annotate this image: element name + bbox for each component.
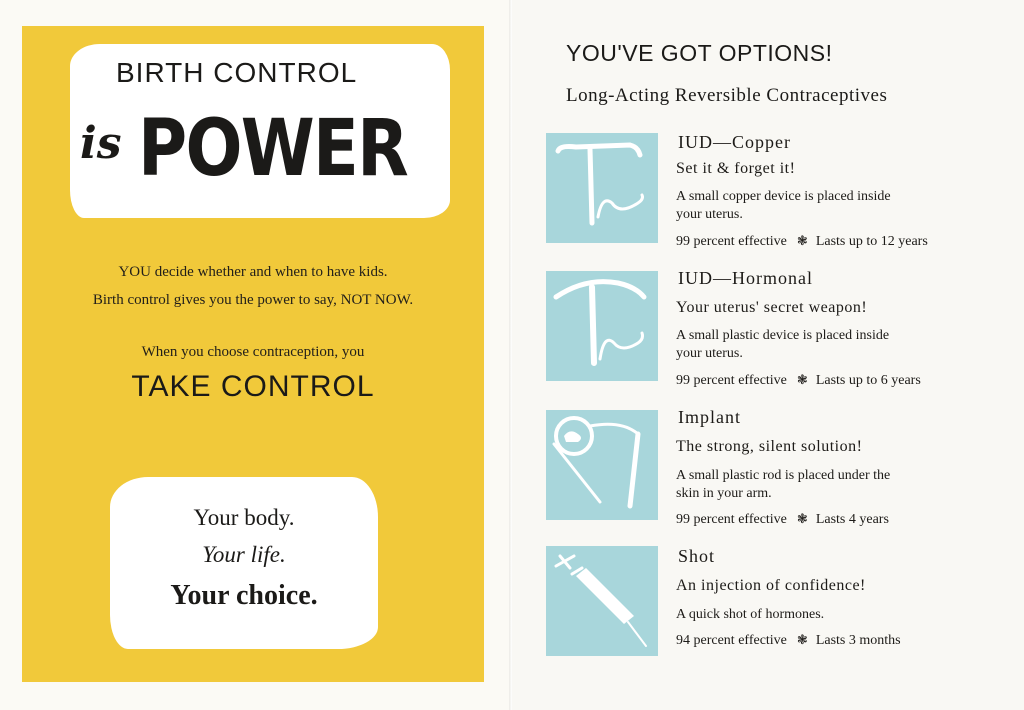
body-line-1: YOU decide whether and when to have kids. (118, 264, 388, 280)
implant-icon (546, 410, 658, 520)
hormonal-iud-icon (546, 271, 658, 381)
asterisk-icon: ❃ (796, 511, 808, 526)
syringe-icon (546, 546, 658, 656)
item-stats (676, 233, 928, 250)
card-line-life: Your life. (202, 542, 286, 567)
item-tagline: Your uterus' secret weapon! (676, 299, 868, 316)
item-tagline: Set it & forget it! (676, 160, 796, 177)
item-description: A small plastic rod is placed under the skin in your arm. (676, 468, 891, 501)
take-control-heading: TAKE CONTROL (131, 370, 375, 403)
body-line-2: Birth control gives you the power to say, NOT NOW. (92, 292, 414, 308)
item-description: A small plastic device is placed inside your uterus. (676, 328, 890, 361)
item-description: A small copper device is placed inside your uterus. (676, 189, 891, 222)
body-line-3: When you choose contraception, you (141, 344, 365, 360)
item-title: IUD—Hormonal (678, 268, 813, 288)
card-line-choice: Your choice. (170, 580, 318, 611)
copper-iud-icon (546, 133, 658, 243)
item-title: Shot (678, 546, 716, 566)
item-stats (676, 372, 921, 389)
duration-text: Lasts up to 6 years (815, 373, 921, 388)
item-title: IUD—Copper (678, 132, 791, 152)
asterisk-icon: ❃ (796, 372, 808, 387)
effectiveness-text: 94 percent effective (676, 633, 787, 648)
title-power: POWER (138, 104, 408, 194)
title-is: is (80, 118, 122, 169)
effectiveness-text: 99 percent effective (676, 234, 787, 249)
duration-text: Lasts 4 years (815, 512, 889, 527)
effectiveness-text: 99 percent effective (676, 373, 787, 388)
item-tagline: An injection of confidence! (676, 577, 866, 594)
card-line-body: Your body. (193, 505, 295, 530)
item-stats (676, 511, 889, 528)
title-birth-control: BIRTH CONTROL (116, 57, 358, 88)
duration-text: Lasts up to 12 years (815, 234, 928, 249)
item-title: Implant (678, 407, 741, 427)
duration-text: Lasts 3 months (815, 633, 901, 648)
asterisk-icon: ❃ (796, 233, 808, 248)
item-tagline: The strong, silent solution! (676, 438, 863, 455)
item-stats (676, 632, 901, 649)
options-subheading: Long-Acting Reversible Contraceptives (566, 85, 888, 106)
asterisk-icon: ❃ (796, 632, 808, 647)
options-heading: YOU'VE GOT OPTIONS! (566, 40, 833, 66)
effectiveness-text: 99 percent effective (676, 512, 787, 527)
item-description: A quick shot of hormones. (676, 607, 825, 622)
